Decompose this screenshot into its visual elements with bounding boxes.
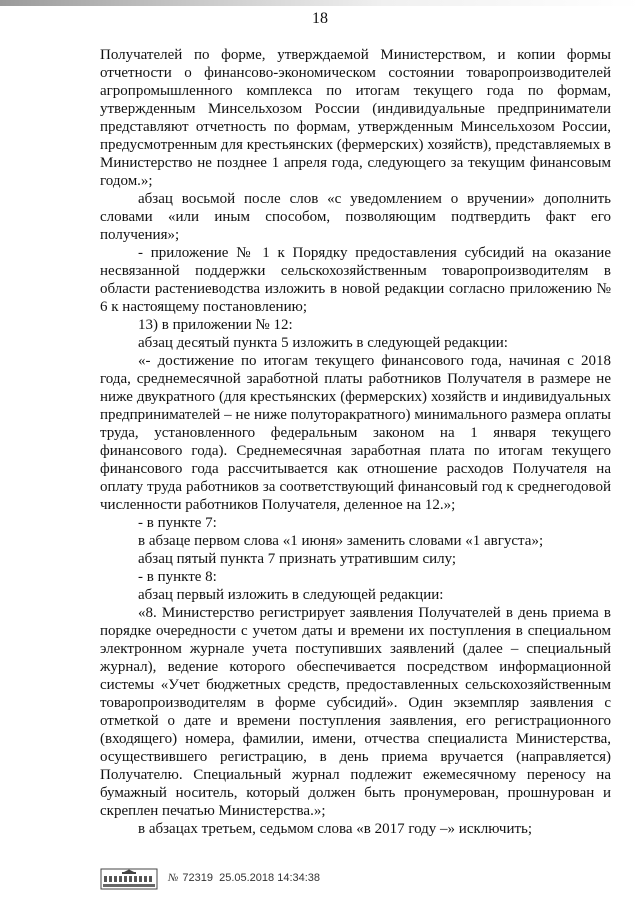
paragraph: абзац первый изложить в следующей редакции: — [138, 587, 444, 603]
paragraph: в абзацах третьем, седьмом слова «в 2017 году –» исключить; — [138, 821, 533, 837]
doc-number: 72319 — [182, 872, 213, 884]
paragraph: - приложение № 1 к Порядку предоставления субсидий на оказание несвязанной поддержки сельскохозяйственным товаропроизводителям в области растениеводства изложить в новой редакции согласно приложению № 6 к настоящему постановлению; — [100, 245, 611, 315]
paragraph: Получателей по форме, утверждаемой Министерством, и копии формы отчетности о финансово-экономическом состоянии товаропроизводителей агропромышленного комплекса по итогам текущего года по формам, утвержденным Минсельхозом России (индивидуальные предприниматели представляют отчетность по формам, утвержденным Минсельхозом России, предусмотренным для крестьянских (фермерских) хозяйств), представляемых в Министерство не позднее 1 апреля года, следующего за текущим финансовым годом.»; — [100, 47, 611, 189]
paragraph: - в пункте 8: — [138, 569, 217, 585]
paragraph: - в пункте 7: — [138, 515, 217, 531]
scan-edge-shade — [0, 0, 640, 6]
paragraph: абзац десятый пункта 5 изложить в следующей редакции: — [138, 335, 508, 351]
paragraph: абзац восьмой после слов «с уведомлением о вручении» дополнить словами «или иным способом, позволяющим подтвердить факт его получения»; — [100, 191, 611, 243]
page-number: 18 — [312, 10, 328, 27]
ministry-stamp-icon — [100, 868, 158, 890]
document-body — [100, 46, 611, 838]
number-sign: № — [168, 872, 179, 884]
doc-timestamp: 25.05.2018 14:34:38 — [219, 872, 321, 884]
paragraph: «8. Министерство регистрирует заявления Получателей в день приема в порядке очередности с учетом даты и времени их поступления в специальном электронном журнале учета поступивших заявлений (далее – специальный журнал), ведение которого обеспечивается посредством информационной системы «Учет бюджетных средств, предоставленных сельскохозяйственным товаропроизводителям в форме субсидий». Один экземпляр заявления с отметкой о дате и времени поступления заявления, его регистрационного (входящего) номера, фамилии, имени, отчества специалиста Министерства, осуществившего регистрацию, в день приема вручается (направляется) Получателю. Специальный журнал подлежит ежемесячному переносу на бумажный носитель, который должен быть пронумерован, прошнурован и скреплен печатью Министерства.»; — [100, 605, 611, 819]
paragraph: в абзаце первом слова «1 июня» заменить словами «1 августа»; — [138, 533, 544, 549]
paragraph: 13) в приложении № 12: — [138, 317, 293, 333]
document-footer — [100, 868, 520, 892]
paragraph: абзац пятый пункта 7 признать утратившим силу; — [138, 551, 457, 567]
footer-registration — [168, 872, 320, 884]
paragraph: «- достижение по итогам текущего финансового года, начиная с 2018 года, среднемесячной заработной платы работников Получателя в размере не ниже двукратного (для крестьянских (фермерских) хозяйств и индивидуальных предпринимателей – не ниже полуторакратного) минимального размера оплаты труда, установленного федеральным законом на 1 января текущего финансового года). Среднемесячная заработная плата по итогам текущего финансового года рассчитывается как отношение расходов Получателя на оплату труда работников за соответствующий финансовый год к среднегодовой численности работников Получателя, деленное на 12.»; — [100, 353, 611, 513]
